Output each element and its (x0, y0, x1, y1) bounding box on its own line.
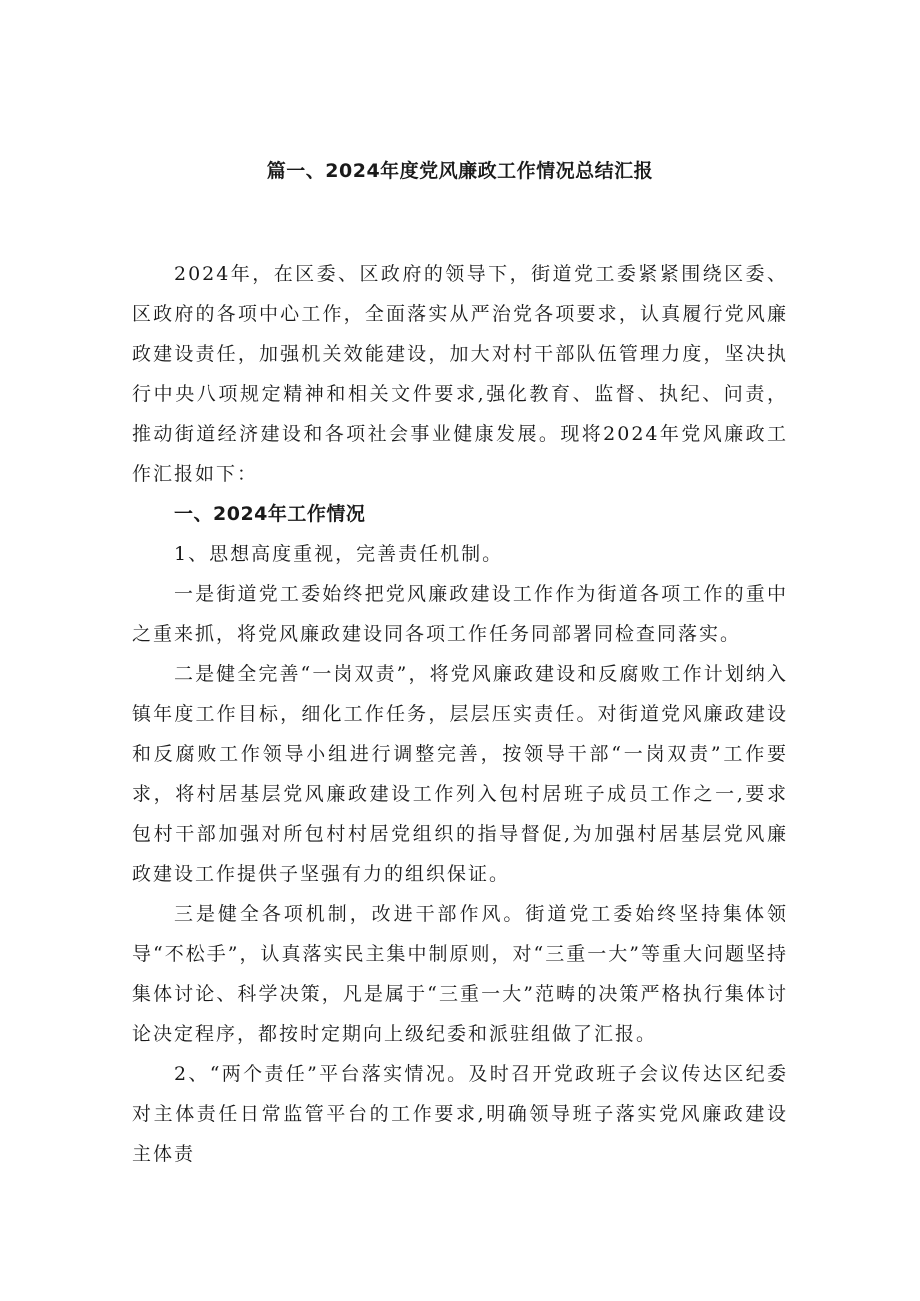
document-body (132, 254, 788, 1174)
intro-paragraph: 2024年，在区委、区政府的领导下，街道党工委紧紧围绕区委、区政府的各项中心工作，全面落实从严治党各项要求，认真履行党风廉政建设责任，加强机关效能建设，加大对村干部队伍管理力度，坚决执行中央八项规定精神和相关文件要求,强化教育、监督、执纪、问责，推动街道经济建设和各项社会事业健康发展。现将2024年党风廉政工作汇报如下： (132, 263, 788, 485)
section-heading-work-status: 一、2024年工作情况 (174, 503, 366, 525)
item-1-paragraph-3: 三是健全各项机制，改进干部作风。街道党工委始终坚持集体领导“不松手”，认真落实民主集中制原则，对“三重一大”等重大问题坚持集体讨论、科学决策，凡是属于“三重一大”范畴的决策严格执行集体讨论决定程序，都按时定期向上级纪委和派驻组做了汇报。 (132, 903, 788, 1045)
item-1-paragraph-2: 二是健全完善“一岗双责”，将党风廉政建设和反腐败工作计划纳入镇年度工作目标，细化工作任务，层层压实责任。对街道党风廉政建设和反腐败工作领导小组进行调整完善，按领导干部“一岗双责”工作要求，将村居基层党风廉政建设工作列入包村居班子成员工作之一,要求包村干部加强对所包村村居党组织的指导督促,为加强村居基层党风廉政建设工作提供子坚强有力的组织保证。 (132, 663, 788, 885)
document-title: 篇一、2024年度党风廉政工作情况总结汇报 (266, 160, 654, 182)
item-1-paragraph-1: 一是街道党工委始终把党风廉政建设工作作为街道各项工作的重中之重来抓，将党风廉政建设同各项工作任务同部署同检查同落实。 (132, 583, 788, 645)
item-2-paragraph: 2、“两个责任”平台落实情况。及时召开党政班子会议传达区纪委对主体责任日常监管平台的工作要求,明确领导班子落实党风廉政建设主体责 (132, 1063, 788, 1165)
item-1-title: 1、思想高度重视，完善责任机制。 (174, 543, 504, 565)
